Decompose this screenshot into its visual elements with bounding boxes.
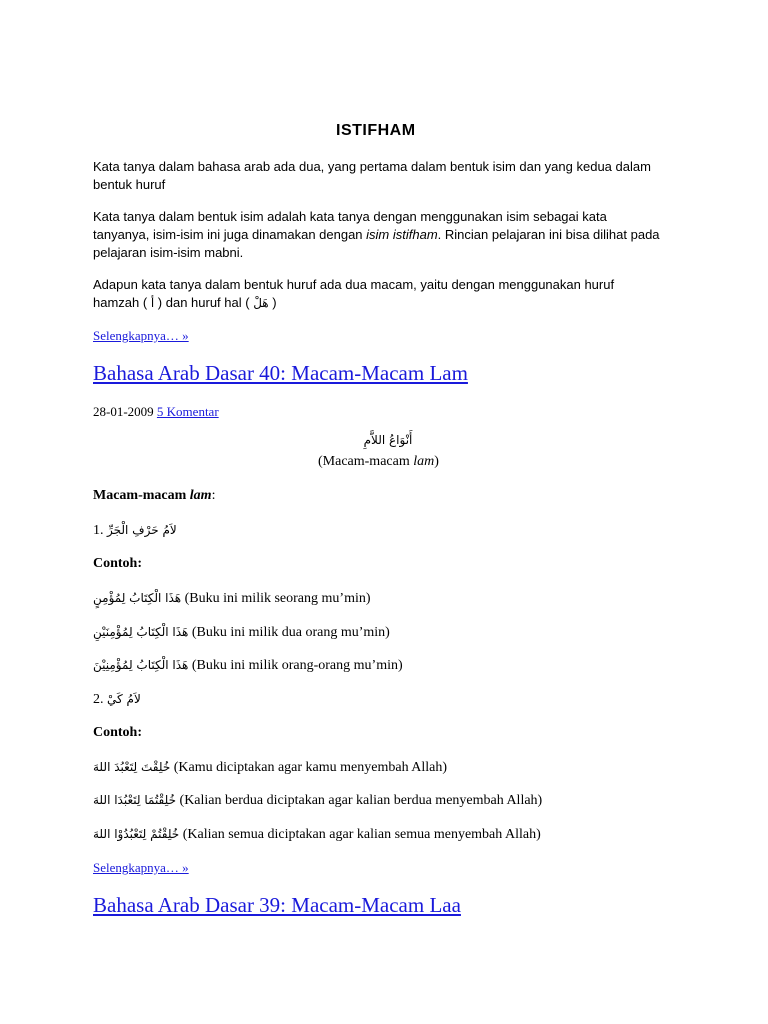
post-40-title-link[interactable]: Bahasa Arab Dasar 40: Macam-Macam Lam <box>93 361 468 385</box>
post-40-read-more-link[interactable]: Selengkapnya… » <box>93 860 189 875</box>
heading-text-a: (Macam-macam <box>318 454 414 469</box>
example-4-translation: (Kamu diciptakan agar kamu menyembah Allah) <box>173 760 448 775</box>
istifham-paragraph-2 <box>93 208 663 262</box>
example-2-translation: (Buku ini milik dua orang mu’min) <box>191 625 390 640</box>
list-label-lam: lam <box>189 488 212 503</box>
example-3-arabic: هَذَا الْكِتَابُ لِمُؤْمِنِيْنَ <box>93 658 189 672</box>
istifham-read-more-link[interactable]: Selengkapnya… » <box>93 328 189 343</box>
para2-isim-istifham: isim istifham <box>366 227 438 242</box>
para3-hal-arabic: هَلْ <box>253 296 269 310</box>
istifham-paragraph-1: Kata tanya dalam bahasa arab ada dua, yang pertama dalam bentuk isim dan yang kedua dalam bentuk huruf <box>93 159 651 192</box>
para3-text-c: ) <box>272 295 277 310</box>
example-6-arabic: خُلِقْتُمْ لِتَعْبُدُوْا اللهَ <box>93 827 180 841</box>
example-3-translation: (Buku ini milik orang-orang mu’min) <box>191 658 403 673</box>
example-5-arabic: خُلِقْتُمَا لِتَعْبُدَا اللهَ <box>93 793 177 807</box>
post-40-date: 28-01-2009 <box>93 404 154 419</box>
list-label-a: Macam-macam <box>93 488 190 503</box>
list-item-1 <box>93 521 177 540</box>
para3-text-b: ) dan huruf hal ( <box>157 295 250 310</box>
para3-text-a: hamzah ( <box>93 295 148 310</box>
post-40-arabic-heading: أَنْوَاعُ اللاَّمِ <box>363 433 413 447</box>
contoh-label-1: Contoh: <box>93 556 143 571</box>
list-label-colon: : <box>211 488 216 503</box>
para2-text-a: Kata tanya dalam bentuk isim adalah kata tanya dengan menggunakan isim sebagai kata tanyanya, isim-isim ini juga dinamakan dengan <box>93 209 607 242</box>
example-6 <box>93 825 541 844</box>
contoh-label-2: Contoh: <box>93 725 143 740</box>
example-1-translation: (Buku ini milik seorang mu’min) <box>184 591 371 606</box>
example-3 <box>93 656 403 675</box>
example-5-translation: (Kalian berdua diciptakan agar kalian berdua menyembah Allah) <box>179 793 543 808</box>
example-5 <box>93 791 542 810</box>
istifham-paragraph-3 <box>93 276 663 312</box>
post-40-list-label <box>93 487 215 505</box>
post-40-meta <box>93 403 219 421</box>
post-40-heading-translation <box>318 453 439 471</box>
example-1-arabic: هَذَا الْكِتَابُ لِمُؤْمِنٍ <box>93 591 182 605</box>
para2-text-b: . Rincian pelajaran ini bisa dilihat pada pelajaran isim-isim mabni. <box>93 227 660 260</box>
example-4 <box>93 758 447 777</box>
istifham-title: ISTIFHAM <box>336 122 416 139</box>
para3-hamzah-arabic: أ <box>150 296 155 310</box>
example-4-arabic: خُلِقْتَ لِتَعْبُدَ اللهَ <box>93 760 171 774</box>
post-39-title-link[interactable]: Bahasa Arab Dasar 39: Macam-Macam Laa <box>93 893 461 917</box>
list-item-2 <box>93 690 141 709</box>
item-2-number: 2. <box>93 692 104 707</box>
item-2-arabic: لاَمُ كَيْ <box>107 692 141 706</box>
example-6-translation: (Kalian semua diciptakan agar kalian semua menyembah Allah) <box>182 827 541 842</box>
example-1 <box>93 589 371 608</box>
item-1-number: 1. <box>93 523 104 538</box>
example-2 <box>93 623 390 642</box>
heading-lam-em: lam <box>413 454 435 469</box>
para3-line1: Adapun kata tanya dalam bentuk huruf ada dua macam, yaitu dengan menggunakan huruf <box>93 277 615 292</box>
post-40-comments-link[interactable]: 5 Komentar <box>156 404 219 419</box>
example-2-arabic: هَذَا الْكِتَابُ لِمُؤْمِنَيْنِ <box>93 625 189 639</box>
heading-text-b: ) <box>434 454 439 469</box>
item-1-arabic: لاَمُ حَرْفِ الْجَرِّ <box>107 523 177 537</box>
